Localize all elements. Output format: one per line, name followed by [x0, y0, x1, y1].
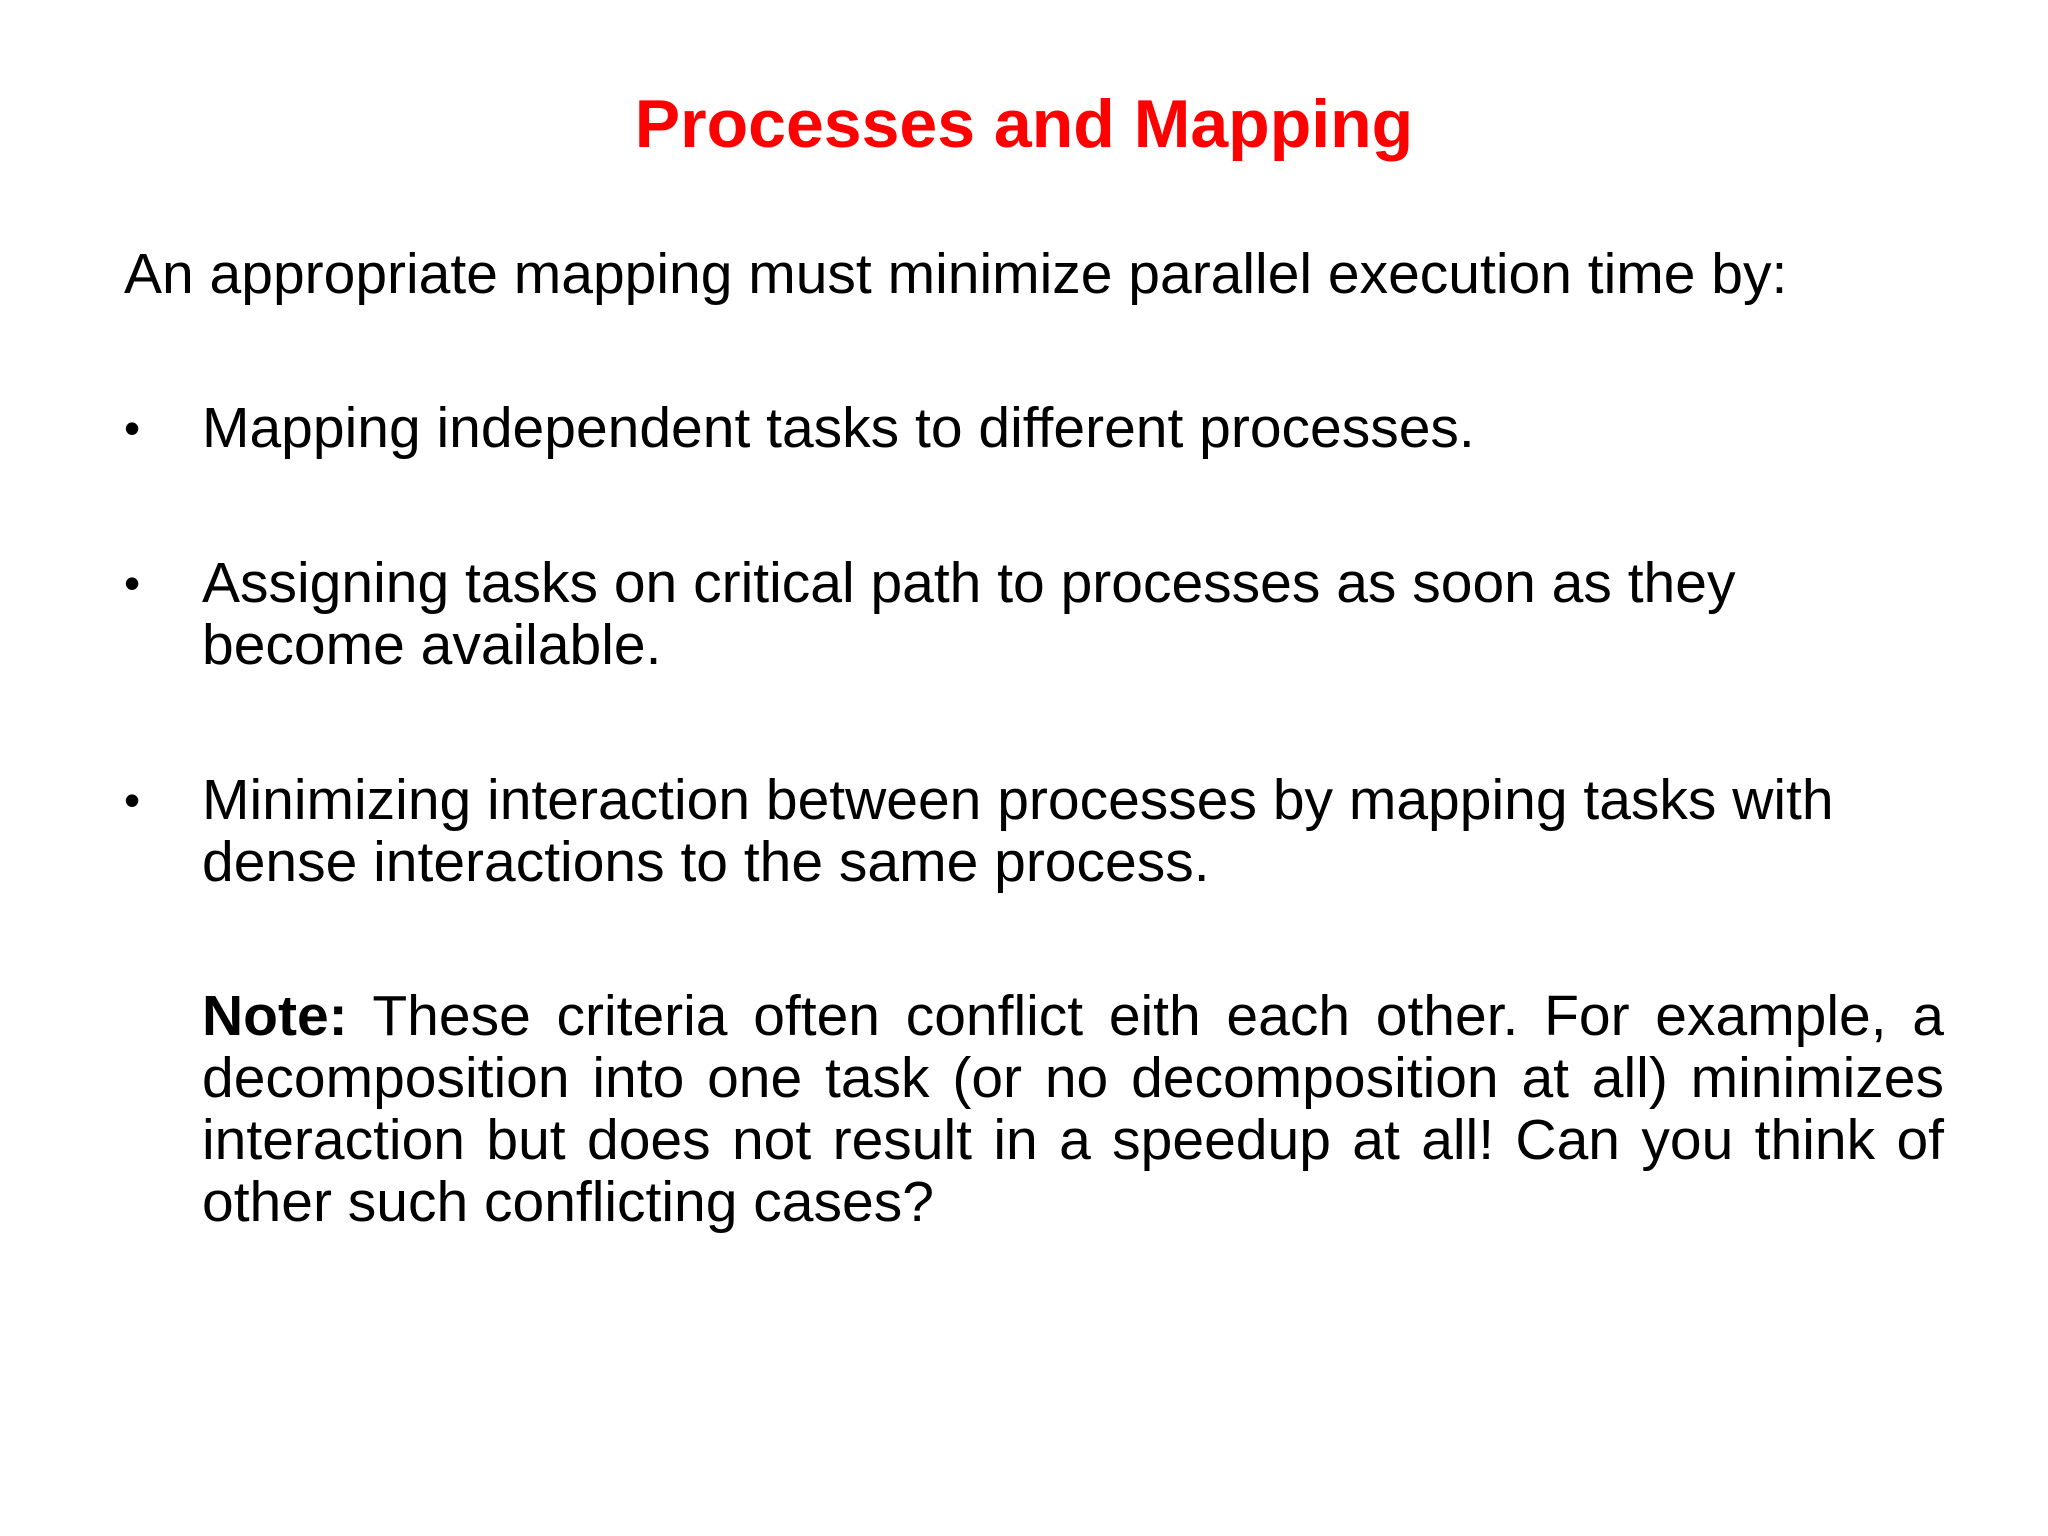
slide-title: Processes and Mapping [634, 86, 1414, 162]
note-label: Note: [202, 984, 348, 1048]
bullet-text: Mapping independent tasks to different processes. [202, 396, 1475, 460]
intro-text: An appropriate mapping must minimize parallel execution time by: [124, 242, 1788, 306]
bullet-icon: • [124, 557, 141, 609]
bullet-text: Minimizing interaction between processes by mapping tasks with dense interactions to the same process. [202, 768, 1834, 894]
note-paragraph [202, 985, 1944, 1233]
bullet-icon: • [124, 774, 141, 826]
note-text: These criteria often conflict eith each other. For example, a decomposition into one task (or no decomposition at all) minimizes interaction but does not result in a speedup at all! Can you think of other such conflicting cases? [202, 984, 1944, 1234]
bullet-text: Assigning tasks on critical path to processes as soon as they become available. [202, 551, 1736, 677]
bullet-icon: • [124, 402, 141, 454]
